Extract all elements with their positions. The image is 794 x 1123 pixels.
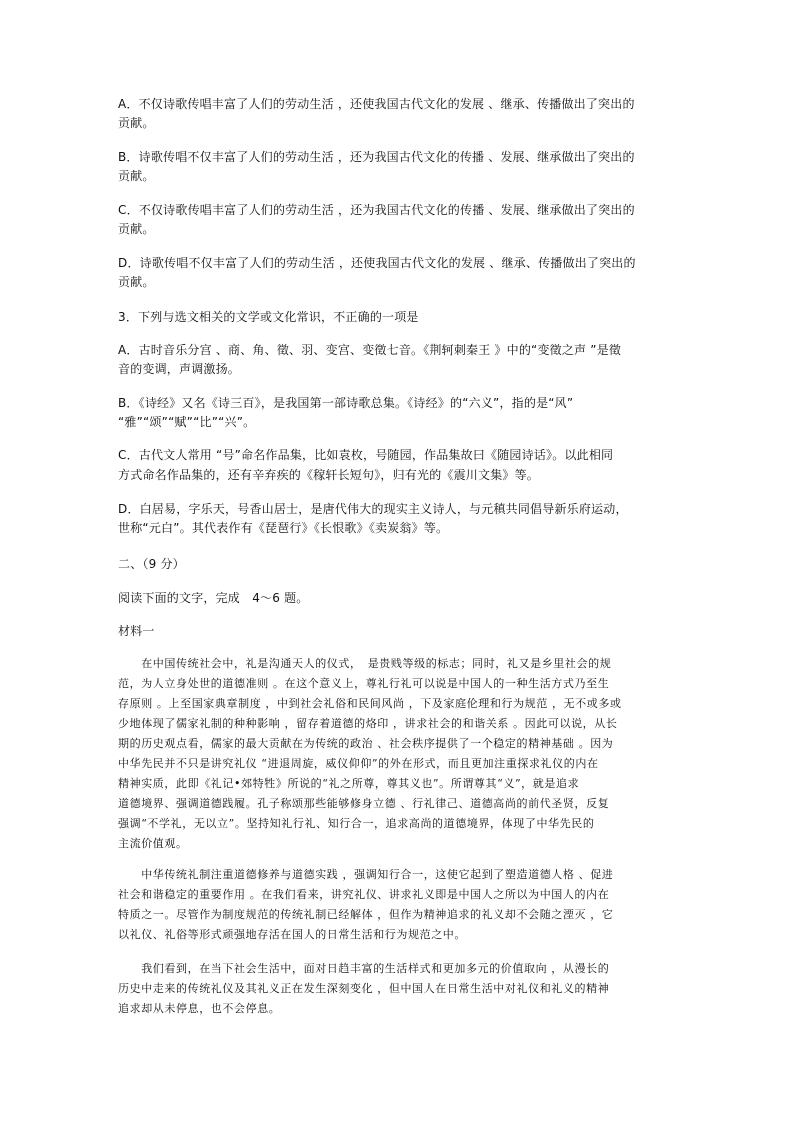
- q2-option-c-line2: 贡献。: [118, 222, 155, 236]
- material-p1-line: 在中国传统社会中，礼是沟通天人的仪式， 是贵贱等级的标志；同时，礼又是乡里社会的规: [118, 657, 612, 670]
- reading-instruction: 阅读下面的文字，完成 4～6 题。: [118, 591, 309, 605]
- material-p2-line: 社会和谐稳定的重要作用 。在我们看来，讲究礼仪、讲求礼义即是中国人之所以为中国人的内在: [118, 888, 610, 901]
- material-p1-line: 范，为人立身处世的道德准则 。在这个意义上，尊礼行礼可以说是中国人的一种生活方式乃至生: [118, 677, 610, 690]
- material-p3-line: 历史中走来的传统礼仪及其礼义正在发生深刻变化 ，但中国人在日常生活中对礼仪和礼义的精神: [118, 982, 610, 995]
- q3-option-d-line1: D．白居易，字乐天，号香山居士，是唐代伟大的现实主义诗人，与元稹共同倡导新乐府运动，: [118, 502, 628, 516]
- q2-option-d-line2: 贡献。: [118, 275, 155, 289]
- q2-option-a-line2: 贡献。: [118, 116, 155, 130]
- material-p1-line: 强调“不学礼，无以立”。坚持知礼行礼、知行合一，追求高尚的道德境界，体现了中华先民的: [118, 817, 595, 830]
- q2-option-b-line1: B．诗歌传唱不仅丰富了人们的劳动生活 ，还为我国古代文化的传播 、发展、继承做出了突出的: [118, 150, 635, 164]
- material-p1-line: 中华先民并不只是讲究礼仪 “进退周旋，威仪仰仰”的外在形式，而且更加注重探求礼仪的内在: [118, 757, 599, 770]
- q3-option-c-line2: 方式命名作品集的，还有辛弃疾的《稼轩长短句》，归有光的《震川文集》等。: [118, 468, 540, 482]
- material-p3-line: 我们看到，在当下社会生活中，面对日趋丰富的生活样式和更加多元的价值取向 ，从漫长的: [118, 962, 610, 975]
- section-heading: 二、（9 分）: [118, 557, 185, 571]
- q2-option-b-line2: 贡献。: [118, 169, 155, 183]
- q3-option-c-line1: C．古代文人常用 “号”命名作品集，比如袁枚，号随园，作品集故曰《随园诗话》。以此相同: [118, 448, 614, 462]
- material-p2-line: 特质之一。尽管作为制度规范的传统礼制已经解体 ，但作为精神追求的礼义却不会随之湮灭 ，它: [118, 908, 614, 921]
- material-p1-line: 道德境界、强调道德践履。孔子称颂那些能够修身立德 、行礼律己、道德高尚的前代圣贤，反复: [118, 797, 610, 810]
- q2-option-d-line1: D．诗歌传唱不仅丰富了人们的劳动生活 ，还使我国古代文化的发展 、继承、传播做出了突出的: [118, 256, 636, 270]
- material-p2-line: 以礼仪、礼俗等形式顽强地存活在国人的日常生活和行为规范之中。: [118, 928, 466, 941]
- material-p3-line: 追求却从未停息，也不会停息。: [118, 1002, 281, 1015]
- material-p1-line: 精神实质，此即《礼记•郊特牲》所说的“礼之所尊，尊其义也”。所谓尊其“义”，就是追求: [118, 777, 580, 790]
- q3-option-b-line1: B．《诗经》又名《诗三百》，是我国第一部诗歌总集。《诗经》的“六义”，指的是“风”: [118, 396, 574, 410]
- material-p1-line: 存原则 。上至国家典章制度 ，中到社会礼俗和民间风尚 ，下及家庭伦理和行为规范 ，无不或多或: [118, 697, 622, 710]
- q3-option-a-line1: A．古时音乐分宫 、商、角、徵、羽、变宫、变徵七音。《荆轲刺秦王 》中的“变徵之声 ”是徵: [118, 343, 622, 357]
- q3-option-b-line2: “雅”“颂”“赋”“比”“兴”。: [118, 415, 256, 429]
- material-p1-line: 期的历史观点看，儒家的最大贡献在为传统的政治 、社会秩序提供了一个稳定的精神基础 。因为: [118, 737, 614, 750]
- q3-option-a-line2: 音的变调，声调激扬。: [118, 362, 241, 376]
- material-p1-line: 少地体现了儒家礼制的种种影响 ，留存着道德的烙印 ，讲求社会的和谐关系 。因此可以说，从长: [118, 717, 618, 730]
- q3-stem: 3．下列与选文相关的文学或文化常识，不正确的一项是: [118, 310, 419, 324]
- material-p1-line: 主流价值观。: [118, 837, 188, 850]
- q2-option-c-line1: C．不仅诗歌传唱丰富了人们的劳动生活 ，还为我国古代文化的传播 、发展、继承做出了突出的: [118, 203, 635, 217]
- material-p2-line: 中华传统礼制注重道德修养与道德实践 ，强调知行合一，这使它起到了塑造道德人格 、促进: [118, 868, 614, 881]
- material-label: 材料一: [118, 624, 155, 638]
- q2-option-a-line1: A．不仅诗歌传唱丰富了人们的劳动生活 ，还使我国古代文化的发展 、继承、传播做出了突出的: [118, 97, 635, 111]
- q3-option-d-line2: 世称“元白”。其代表作有《琵琶行》《长恨歌》《卖炭翁》等。: [118, 521, 449, 535]
